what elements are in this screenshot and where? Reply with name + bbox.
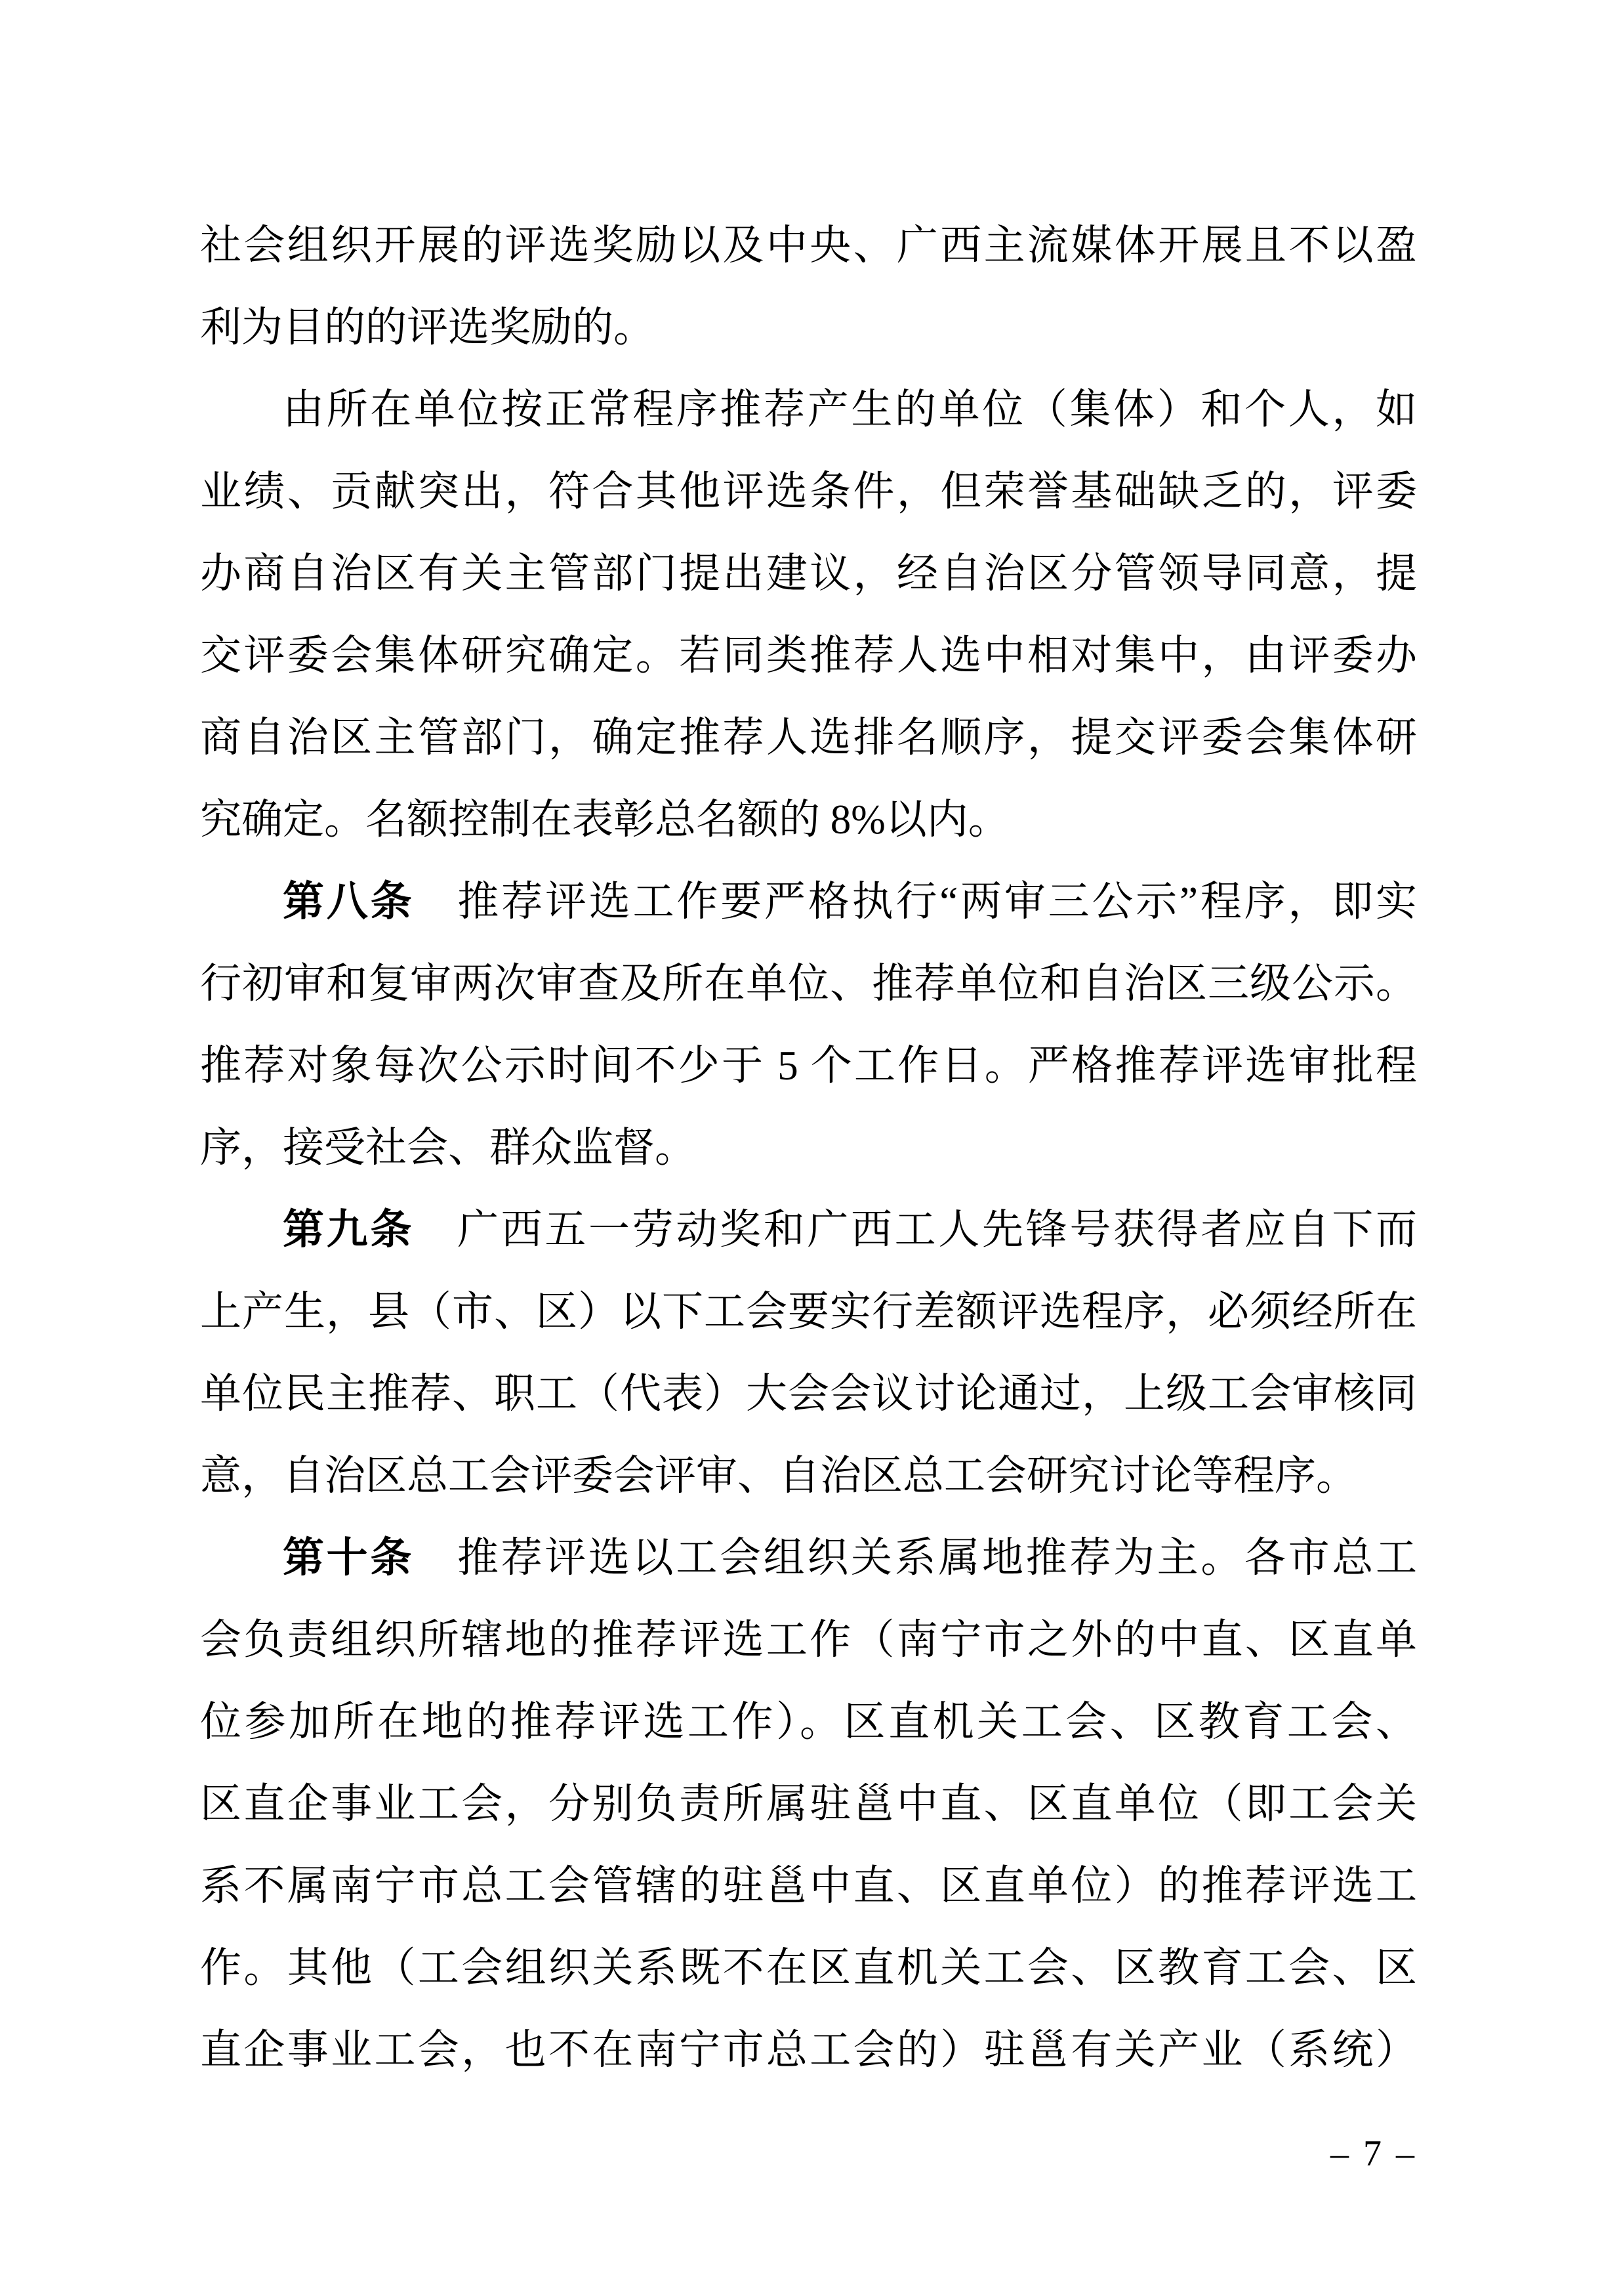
text-line: 作。其他（工会组织关系既不在区直机关工会、区教育工会、区	[200, 1945, 1417, 1991]
text-line: 上产生，县（市、区）以下工会要实行差额评选程序，必须经所在	[200, 1289, 1417, 1335]
clause-line	[200, 1189, 1417, 1271]
text-line: 办商自治区有关主管部门提出建议，经自治区分管领导同意，提	[200, 551, 1417, 596]
clause-text: 推荐评选工作要严格执行“两审三公示”程序，即实	[457, 879, 1418, 925]
clause-line	[200, 861, 1417, 943]
body-text-block	[200, 205, 1417, 2091]
text-line: 单位民主推荐、职工（代表）大会会议讨论通过，上级工会审核同	[200, 1371, 1417, 1417]
text-line: 业绩、贡献突出，符合其他评选条件，但荣誉基础缺乏的，评委	[200, 469, 1417, 514]
text-line: 交评委会集体研究确定。若同类推荐人选中相对集中，由评委办	[200, 633, 1417, 678]
text-line: 序，接受社会、群众监督。	[200, 1125, 696, 1171]
clause-label: 第九条	[283, 1207, 414, 1253]
text-line: 系不属南宁市总工会管辖的驻邕中直、区直单位）的推荐评选工	[200, 1863, 1417, 1909]
text-line: 行初审和复审两次审查及所在单位、推荐单位和自治区三级公示。	[200, 961, 1417, 1007]
clause-text: 推荐评选以工会组织关系属地推荐为主。各市总工	[457, 1535, 1417, 1581]
text-line: 社会组织开展的评选奖励以及中央、广西主流媒体开展且不以盈	[200, 222, 1417, 268]
text-line: 由所在单位按正常程序推荐产生的单位（集体）和个人，如	[283, 386, 1417, 432]
page-number: – 7 –	[1330, 2133, 1417, 2174]
text-line: 利为目的的评选奖励的。	[200, 304, 655, 350]
text-line: 商自治区主管部门，确定推荐人选排名顺序，提交评委会集体研	[200, 715, 1417, 761]
text-line: 会负责组织所辖地的推荐评选工作（南宁市之外的中直、区直单	[200, 1617, 1417, 1663]
text-line: 位参加所在地的推荐评选工作）。区直机关工会、区教育工会、	[200, 1699, 1417, 1745]
clause-label: 第八条	[283, 879, 415, 925]
text-line: 意，自治区总工会评委会评审、自治区总工会研究讨论等程序。	[200, 1453, 1357, 1499]
text-line: 究确定。名额控制在表彰总名额的 8%以内。	[200, 797, 1010, 843]
text-line: 推荐对象每次公示时间不少于 5 个工作日。严格推荐评选审批程	[200, 1043, 1417, 1089]
clause-label: 第十条	[283, 1535, 414, 1581]
clause-line	[200, 1517, 1417, 1599]
text-line: 直企事业工会，也不在南宁市总工会的）驻邕有关产业（系统）	[200, 2027, 1417, 2073]
clause-text: 广西五一劳动奖和广西工人先锋号获得者应自下而	[457, 1207, 1417, 1253]
text-line: 区直企事业工会，分别负责所属驻邕中直、区直单位（即工会关	[200, 1781, 1417, 1827]
